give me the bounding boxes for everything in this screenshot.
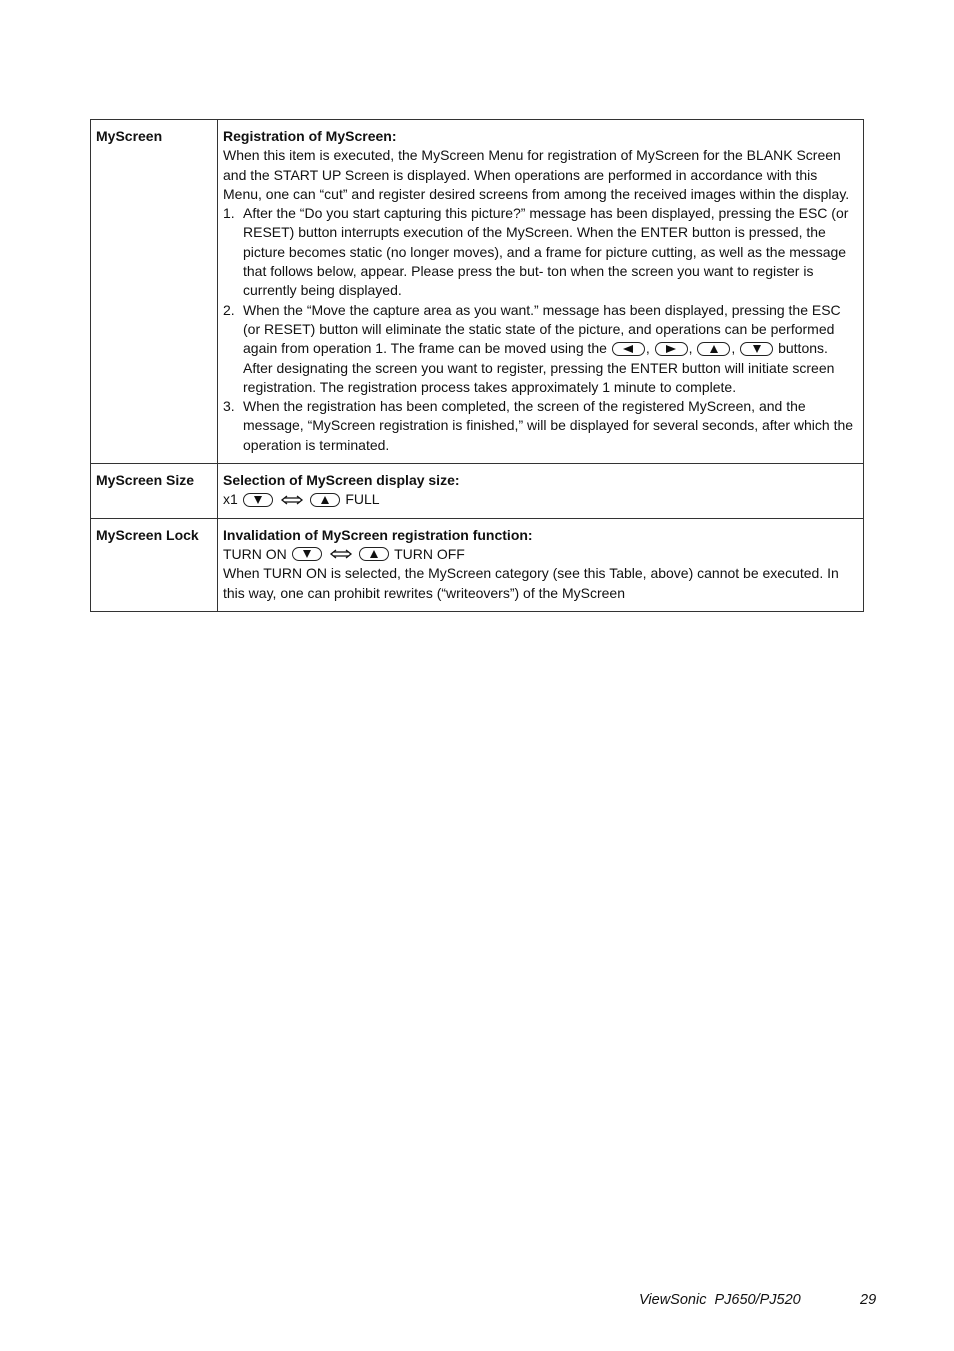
row-description [218, 120, 864, 464]
row-note: When TURN ON is selected, the MyScreen category (see this Table, above) cannot be executed. In this way, one can prohibit rewrites (“writeovers”) of the MyScreen [223, 565, 839, 601]
step-number: 1. [223, 205, 235, 222]
list-item [223, 301, 858, 397]
table-row [91, 518, 864, 611]
down-arrow-button-icon [740, 342, 773, 356]
toggle-line [223, 490, 858, 509]
right-arrow-button-icon [655, 342, 688, 356]
step-text: buttons. [778, 340, 828, 357]
page-number: 29 [860, 1292, 877, 1308]
step-text: When the “Move the capture area as you want.” message has been displayed, pressing the ESC (or RESET) button will eliminate the static state of the picture, and operations can be performed again from operation 1. The frame can be moved using the [243, 301, 841, 357]
step-number: 2. [223, 301, 235, 318]
step-text: After designating the screen you want to register, pressing the ENTER button will initiate screen registration. The registration process takes approximately 1 minute to complete. [243, 359, 835, 395]
step-text: After the “Do you start capturing this picture?” message has been displayed, pressing the ESC (or RESET) button interrupts execution of the MyScreen. When the ENTER button is pressed, the picture becomes static (no longer moves), and a frame for picture cutting, as well as the message that follows below, appear. Please press the but- ton when the screen you want to register is currently being displayed. [243, 205, 849, 299]
row-label: MyScreen [91, 120, 218, 464]
double-arrow-icon [329, 547, 353, 561]
separator: , [645, 340, 650, 357]
toggle-line [223, 545, 858, 564]
footer-brand: ViewSonic PJ650/PJ520 [639, 1292, 801, 1308]
row-heading: Registration of MyScreen: [223, 128, 397, 144]
option-value: TURN OFF [394, 545, 465, 562]
row-label: MyScreen Size [91, 464, 218, 519]
option-value: x1 [223, 491, 238, 508]
up-arrow-button-icon [359, 547, 389, 561]
option-value: FULL [345, 491, 380, 508]
separator: , [688, 340, 693, 357]
list-item [223, 204, 858, 300]
step-number: 3. [223, 398, 235, 415]
up-arrow-button-icon [697, 342, 730, 356]
row-heading: Selection of MyScreen display size: [223, 472, 460, 489]
left-arrow-button-icon [612, 342, 645, 356]
option-value: TURN ON [223, 545, 287, 562]
double-arrow-icon [280, 493, 304, 507]
up-arrow-button-icon [310, 493, 340, 507]
settings-table [90, 119, 864, 612]
separator: , [731, 340, 736, 357]
row-description [218, 518, 864, 611]
steps-list [223, 204, 858, 455]
down-arrow-button-icon [243, 493, 273, 507]
table-row [91, 464, 864, 519]
down-arrow-button-icon [292, 547, 322, 561]
list-item [223, 397, 858, 455]
row-intro: When this item is executed, the MyScreen Menu for registration of MyScreen for the BLANK Screen and the START UP Screen is displayed. When operations are performed in accordance with this Menu, one can “cut” and register desired screens from among the received images within the display. [223, 147, 850, 202]
table-row [91, 120, 864, 464]
row-heading: Invalidation of MyScreen registration function: [223, 526, 533, 543]
step-text: When the registration has been completed, the screen of the registered MyScreen, and the message, “MyScreen registration is finished,” will be displayed for several seconds, after which the operation is terminated. [243, 398, 854, 453]
row-description [218, 464, 864, 519]
row-label: MyScreen Lock [91, 518, 218, 611]
